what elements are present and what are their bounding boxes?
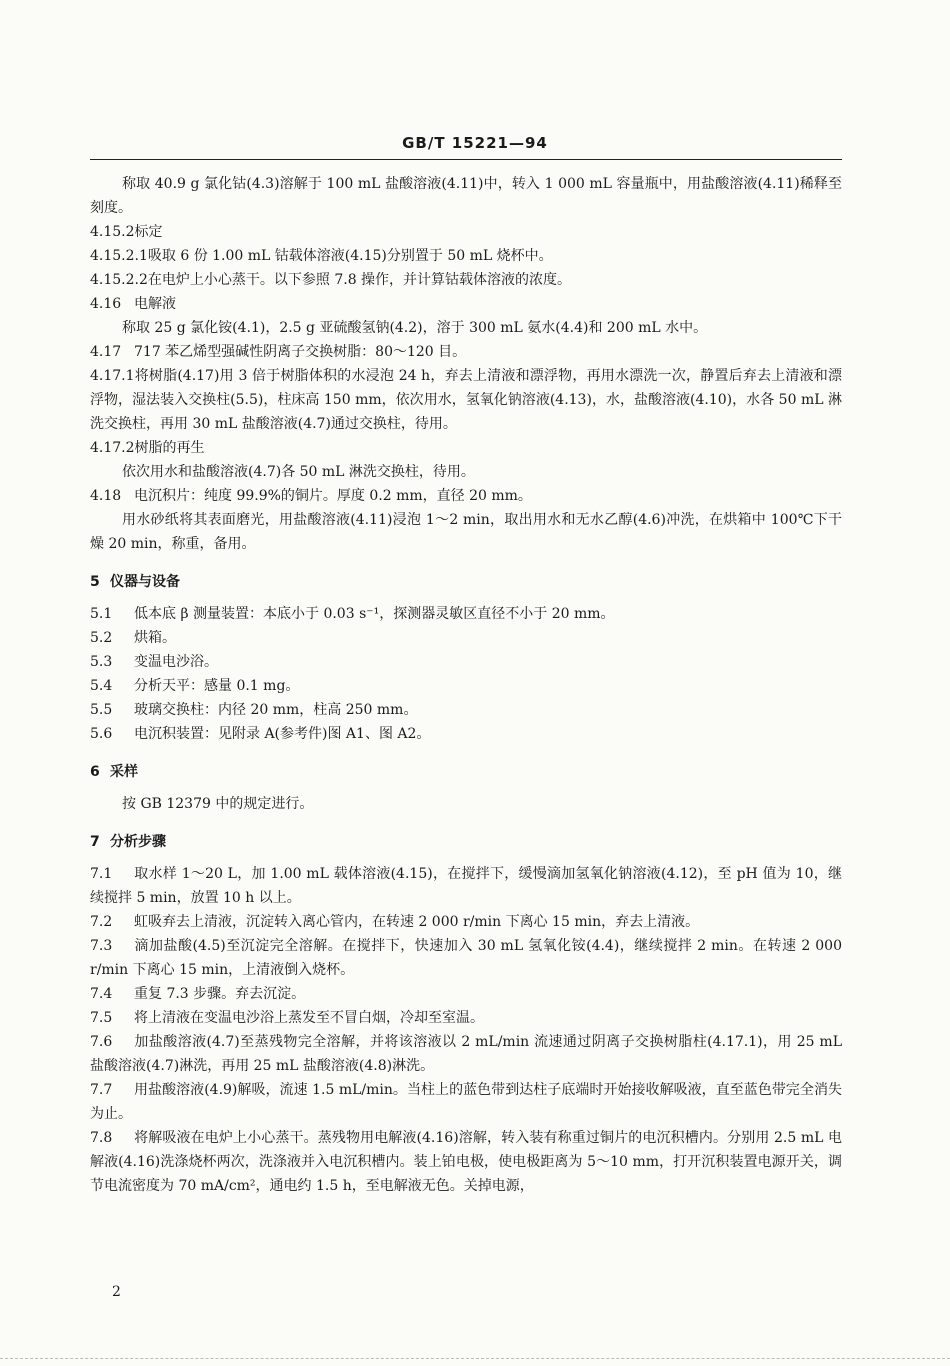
clause-text: 717 苯乙烯型强碱性阴离子交换树脂：80～120 目。 — [134, 344, 467, 360]
clause-number: 5.5 — [90, 702, 113, 718]
clause-text: 标定 — [134, 224, 163, 240]
clause-text: 虹吸弃去上清液，沉淀转入离心管内，在转速 2 000 r/min 下离心 15 min，弃去上清液。 — [134, 914, 700, 930]
header-rule — [90, 159, 842, 160]
section-heading — [90, 570, 842, 594]
clause-text: 电解液 — [134, 296, 176, 312]
clause-text: 依次用水和盐酸溶液(4.7)各 50 mL 淋洗交换柱，待用。 — [122, 464, 475, 480]
clause-text: 电沉积装置：见附录 A(参考件)图 A1、图 A2。 — [134, 726, 431, 742]
clause-text: 重复 7.3 步骤。弃去沉淀。 — [134, 986, 306, 1002]
clause — [90, 862, 842, 910]
clause-number: 5.4 — [90, 678, 113, 694]
clause-number: 4.17.2 — [90, 440, 135, 456]
clause-text: 电沉积片：纯度 99.9%的铜片。厚度 0.2 mm，直径 20 mm。 — [134, 488, 532, 504]
clause-number: 4.15.2.2 — [90, 272, 148, 288]
section-number: 7 — [90, 834, 100, 850]
clause — [90, 674, 842, 698]
clause — [90, 626, 842, 650]
clause-number: 4.17 — [90, 344, 122, 360]
section-title: 采样 — [110, 764, 138, 780]
clause-number: 5.6 — [90, 726, 113, 742]
clause-number: 4.17.1 — [90, 368, 135, 384]
clause — [90, 364, 842, 436]
paragraph — [90, 508, 842, 556]
clause-number: 7.2 — [90, 914, 113, 930]
clause-number: 4.18 — [90, 488, 122, 504]
clause-text: 将解吸液在电炉上小心蒸干。蒸残物用电解液(4.16)溶解，转入装有称重过铜片的电沉积槽内。分别用 2.5 mL 电解液(4.16)洗涤烧杯两次，洗涤液并入电沉积槽内。装上铂电极，使电极距离为 5～10 mm，打开沉积装置电源开关，调节电流密度为 70 mA/cm²，通电约 1.5 h，至电解液无色。关掉电源， — [90, 1130, 842, 1194]
clause — [90, 1078, 842, 1126]
clause — [90, 722, 842, 746]
clause-number: 7.6 — [90, 1034, 113, 1050]
clause-number: 4.15.2.1 — [90, 248, 148, 264]
clause-number: 5.1 — [90, 606, 113, 622]
section-heading — [90, 760, 842, 784]
clause-text: 用水砂纸将其表面磨光，用盐酸溶液(4.11)浸泡 1～2 min，取出用水和无水乙醇(4.6)冲洗，在烘箱中 100℃下干燥 20 min，称重，备用。 — [90, 512, 842, 552]
clause-text: 树脂的再生 — [134, 440, 205, 456]
clause — [90, 484, 842, 508]
clause — [90, 292, 842, 316]
clause-text: 将树脂(4.17)用 3 倍于树脂体积的水浸泡 24 h，弃去上清液和漂浮物，再用水漂洗一次，静置后弃去上清液和漂浮物，湿法装入交换柱(5.5)，柱床高 150 mm，依次用水，氢氧化钠溶液(4.13)，水，盐酸溶液(4.10)，水各 50 mL 淋洗交换柱，再用 30 mL 盐酸溶液(4.7)通过交换柱，待用。 — [90, 368, 842, 432]
page-number: 2 — [112, 1284, 121, 1300]
clause-number: 7.1 — [90, 866, 113, 882]
clause — [90, 244, 842, 268]
clause-text: 玻璃交换柱：内径 20 mm，柱高 250 mm。 — [134, 702, 418, 718]
paragraph — [90, 316, 842, 340]
clause-number: 7.5 — [90, 1010, 113, 1026]
clause-number: 7.8 — [90, 1130, 113, 1146]
section-number: 5 — [90, 574, 100, 590]
clause — [90, 436, 842, 460]
clause-text: 吸取 6 份 1.00 mL 钴载体溶液(4.15)分别置于 50 mL 烧杯中。 — [147, 248, 553, 264]
clause — [90, 650, 842, 674]
clause — [90, 934, 842, 982]
clause-text: 滴加盐酸(4.5)至沉淀完全溶解。在搅拌下，快速加入 30 mL 氢氧化铵(4.4)，继续搅拌 2 min。在转速 2 000 r/min 下离心 15 min，上清液倒入烧杯。 — [90, 938, 842, 978]
section-number: 6 — [90, 764, 100, 780]
clause-text: 按 GB 12379 中的规定进行。 — [122, 796, 314, 812]
paragraph — [90, 792, 842, 816]
clause-text: 在电炉上小心蒸干。以下参照 7.8 操作，并计算钴载体溶液的浓度。 — [147, 272, 572, 288]
clause-number: 7.7 — [90, 1082, 113, 1098]
paragraph — [90, 460, 842, 484]
clause-text: 将上清液在变温电沙浴上蒸发至不冒白烟，冷却至室温。 — [134, 1010, 484, 1026]
clause — [90, 1006, 842, 1030]
clause-text: 取水样 1～20 L，加 1.00 mL 载体溶液(4.15)，在搅拌下，缓慢滴加氢氧化钠溶液(4.12)，至 pH 值为 10，继续搅拌 5 min，放置 10 h 以上。 — [90, 866, 842, 906]
clause — [90, 982, 842, 1006]
clause-text: 变温电沙浴。 — [134, 654, 218, 670]
clause — [90, 910, 842, 934]
clause-text: 用盐酸溶液(4.9)解吸，流速 1.5 mL/min。当柱上的蓝色带到达柱子底端时开始接收解吸液，直至蓝色带完全消失为止。 — [90, 1082, 842, 1122]
clause — [90, 1126, 842, 1198]
clause — [90, 340, 842, 364]
document-header: GB/T 15221—94 — [402, 134, 548, 152]
clause-number: 5.2 — [90, 630, 113, 646]
clause — [90, 220, 842, 244]
clause — [90, 698, 842, 722]
clause-number: 4.15.2 — [90, 224, 135, 240]
clause — [90, 602, 842, 626]
clause — [90, 268, 842, 292]
clause-text: 烘箱。 — [134, 630, 176, 646]
clause-text: 分析天平：感量 0.1 mg。 — [134, 678, 300, 694]
section-title: 仪器与设备 — [110, 574, 180, 590]
document-body — [90, 172, 842, 1198]
clause-number: 7.3 — [90, 938, 113, 954]
clause-number: 5.3 — [90, 654, 113, 670]
section-heading — [90, 830, 842, 854]
clause-text: 称取 40.9 g 氯化钴(4.3)溶解于 100 mL 盐酸溶液(4.11)中，转入 1 000 mL 容量瓶中，用盐酸溶液(4.11)稀释至刻度。 — [90, 176, 842, 216]
clause-number: 4.16 — [90, 296, 122, 312]
clause-text: 称取 25 g 氯化铵(4.1)，2.5 g 亚硫酸氢钠(4.2)，溶于 300 mL 氨水(4.4)和 200 mL 水中。 — [122, 320, 708, 336]
section-title: 分析步骤 — [110, 834, 166, 850]
clause-text: 加盐酸溶液(4.7)至蒸残物完全溶解，并将该溶液以 2 mL/min 流速通过阴离子交换树脂柱(4.17.1)，用 25 mL 盐酸溶液(4.7)淋洗，再用 25 mL 盐酸溶液(4.8)淋洗。 — [90, 1034, 842, 1074]
clause-text: 低本底 β 测量装置：本底小于 0.03 s⁻¹，探测器灵敏区直径不小于 20 mm。 — [134, 606, 615, 622]
paragraph — [90, 172, 842, 220]
clause-number: 7.4 — [90, 986, 113, 1002]
clause — [90, 1030, 842, 1078]
scan-edge-artifact — [0, 1358, 950, 1359]
